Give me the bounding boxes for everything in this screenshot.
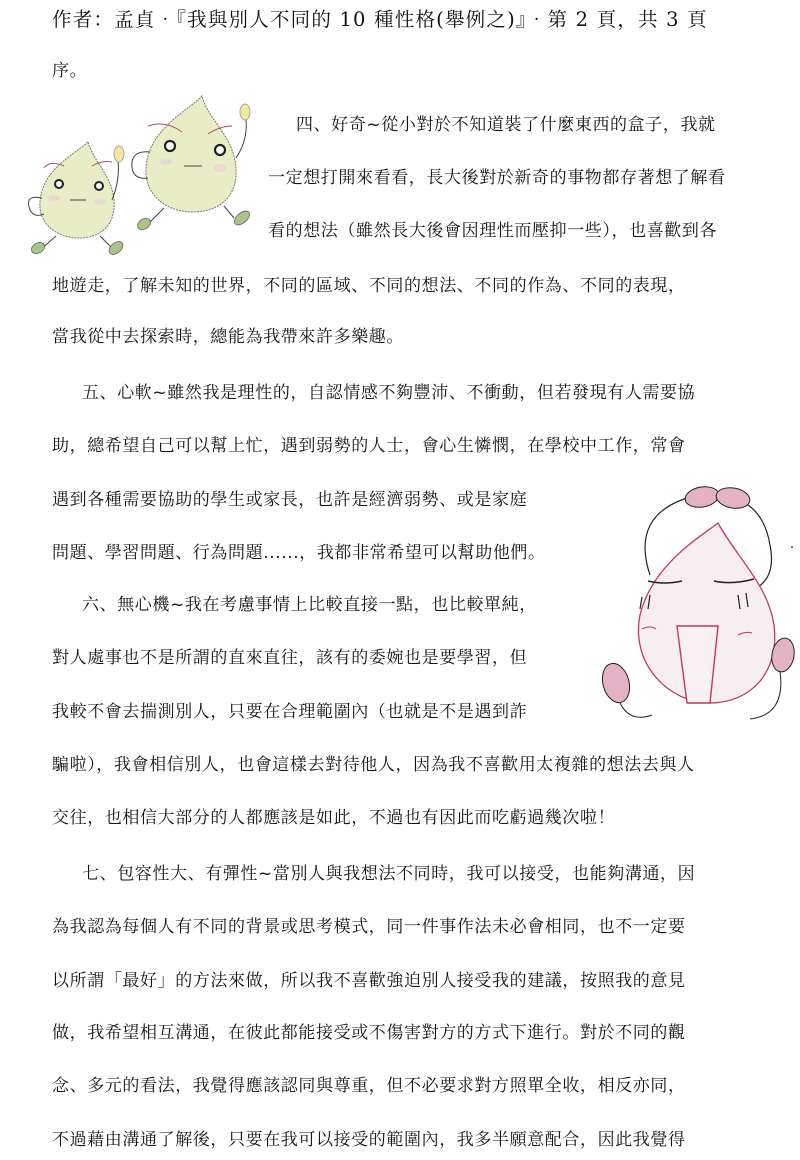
text-line: 以所謂「最好」的方法來做，所以我不喜歡強迫別人接受我的建議，按照我的意見 <box>52 971 686 991</box>
paragraph-4-start: 四、好奇~從小對於不知道裝了什麼東西的盒子，我就 <box>296 115 716 135</box>
green-characters-illustration <box>20 90 260 260</box>
page-header: 作者：孟貞‧『我與別人不同的 10 種性格(舉例之)』‧第 2 頁，共 3 頁 <box>52 8 708 31</box>
text-line: 當我從中去探索時，總能為我帶來許多樂趣。 <box>52 327 404 347</box>
text-line: 為我認為每個人有不同的背景或思考模式，同一件事作法未必會相同，也不一定要 <box>52 917 686 937</box>
text-line: 不過藉由溝通了解後，只要在我可以接受的範圍內，我多半願意配合，因此我覺得 <box>52 1130 686 1150</box>
text-line: 地遊走，了解未知的世界，不同的區域、不同的想法、不同的作為、不同的表現， <box>52 276 686 296</box>
text-line: 做，我希望相互溝通，在彼此都能接受或不傷害對方的方式下進行。對於不同的觀 <box>52 1023 686 1043</box>
paragraph-6-start: 六、無心機~我在考慮事情上比較直接一點，也比較單純， <box>82 595 537 615</box>
paragraph-7-start: 七、包容性大、有彈性~當別人與我想法不同時，我可以接受，也能夠溝通，因 <box>82 864 696 884</box>
text-line: 一定想打開來看看，長大後對於新奇的事物都存著想了解看 <box>268 168 726 188</box>
text-line: 問題、學習問題、行為問題......，我都非常希望可以幫助他們。 <box>52 543 546 563</box>
large-green-character <box>132 96 252 232</box>
text-line: 交往，也相信大部分的人都應該是如此，不過也有因此而吃虧過幾次啦！ <box>52 808 616 828</box>
text-line: 念、多元的看法，我覺得應該認同與尊重，但不必要求對方照單全收，相反亦同， <box>52 1076 686 1096</box>
paragraph-5-start: 五、心軟~雖然我是理性的，自認情感不夠豐沛、不衝動，但若發現有人需要協 <box>82 383 696 403</box>
text-line: 序。 <box>52 61 88 81</box>
pink-character-illustration <box>590 475 800 725</box>
text-line: 遇到各種需要協助的學生或家長，也許是經濟弱勢、或是家庭 <box>52 490 528 510</box>
small-green-character <box>29 142 126 257</box>
text-line: 看的想法（雖然長大後會因理性而壓抑一些），也喜歡到各 <box>268 221 718 241</box>
text-line: 對人處事也不是所謂的直來直往，該有的委婉也是要學習，但 <box>52 648 528 668</box>
text-line: 我較不會去揣測別人，只要在合理範圍內（也就是不是遇到詐 <box>52 702 528 722</box>
text-line: 騙啦），我會相信別人，也會這樣去對待他人，因為我不喜歡用太複雜的想法去與人 <box>52 755 695 775</box>
text-line: 助，總希望自己可以幫上忙，遇到弱勢的人士，會心生憐憫，在學校中工作，常會 <box>52 436 686 456</box>
